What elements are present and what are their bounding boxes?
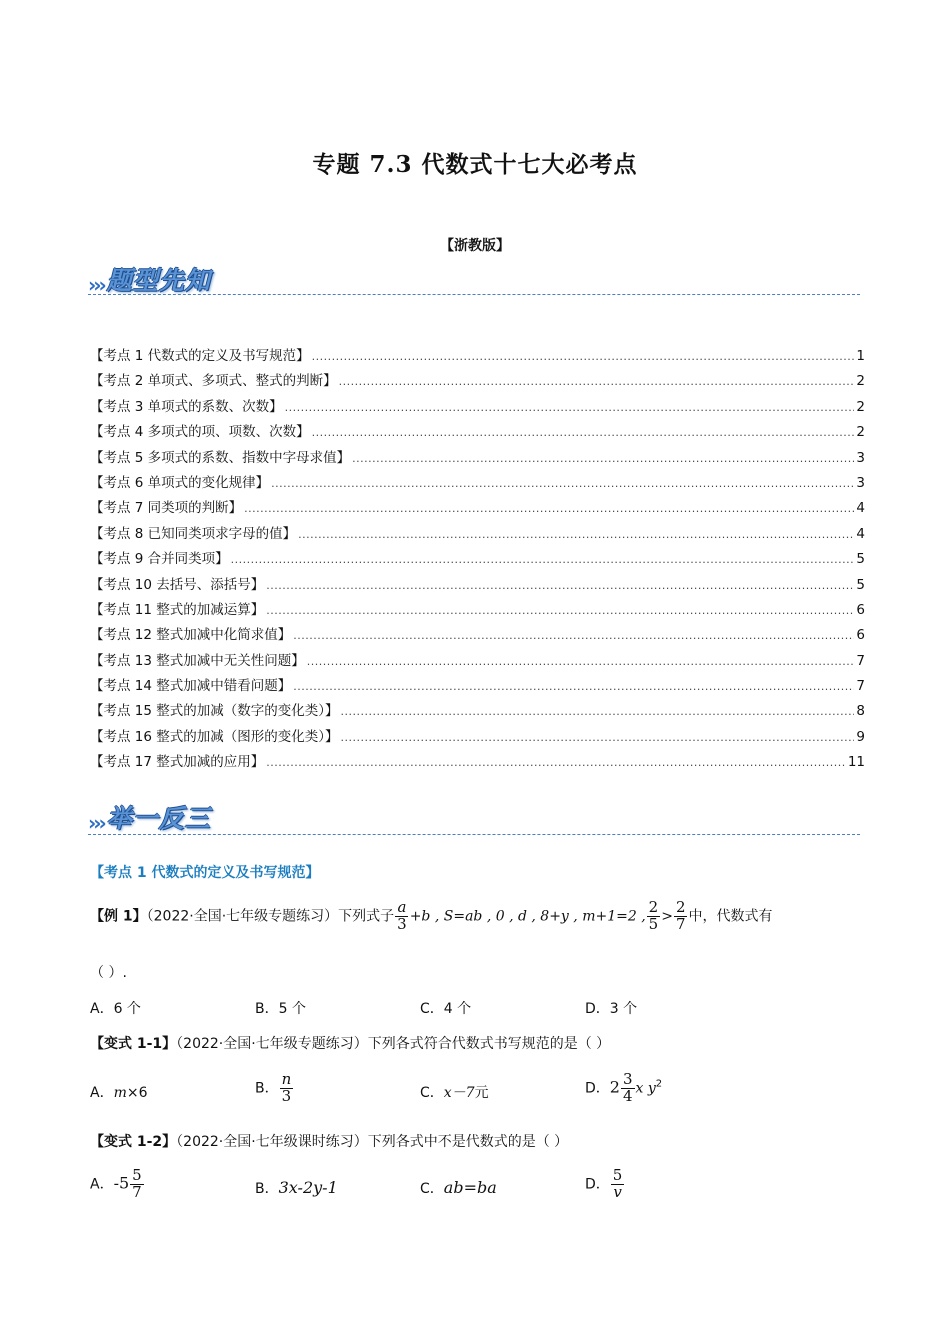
variant-1-1-question	[90, 1033, 610, 1053]
toc-entry-page: 1	[856, 348, 865, 364]
toc-leader-dots	[271, 475, 854, 491]
toc-entry-label: 【考点 14 整式加减中错看问题】	[90, 678, 292, 695]
toc-leader-dots	[244, 500, 854, 516]
fraction-5-over-7: $\frac{5}{7}$	[132, 1166, 142, 1201]
toc-entry-label: 【考点 5 多项式的系数、指数中字母求值】	[90, 449, 351, 466]
option-d: D． $\frac{5}{v}$	[585, 1166, 623, 1201]
toc-entry-label: 【考点 10 去括号、添括号】	[90, 576, 265, 593]
toc-entry-label: 【考点 4 多项式的项、项数、次数】	[90, 424, 310, 441]
toc-entry-page: 6	[856, 601, 865, 618]
toc-entry-page: 7	[856, 678, 865, 695]
toc-entry-page: 2	[856, 373, 865, 390]
toc-entry-label: 【考点 2 单项式、多项式、整式的判断】	[90, 373, 337, 390]
option-b: B．5 个	[255, 1001, 306, 1017]
banner-question-types	[88, 257, 211, 297]
example-tail: 中，代数式有	[688, 908, 773, 925]
option-c: C．4 个	[420, 1001, 472, 1017]
toc-entry-page: 4	[856, 525, 865, 542]
option-c: C．x－7元	[420, 1085, 489, 1101]
toc-entry[interactable]	[90, 547, 865, 572]
toc-entry[interactable]	[90, 420, 865, 445]
toc-leader-dots	[307, 653, 855, 669]
toc-leader-dots	[266, 754, 846, 770]
toc-leader-dots	[266, 602, 854, 618]
toc-entry-page: 5	[856, 576, 865, 593]
toc-leader-dots	[312, 424, 855, 440]
toc-entry[interactable]	[90, 674, 865, 699]
toc-entry-label: 【考点 6 单项式的变化规律】	[90, 474, 270, 491]
toc-entry-page: 2	[856, 424, 865, 441]
toc-leader-dots	[293, 627, 854, 643]
toc-entry[interactable]	[90, 522, 865, 547]
toc-entry-label: 【考点 12 整式加减中化简求值】	[90, 627, 292, 644]
banner-divider	[88, 294, 860, 295]
toc-entry[interactable]	[90, 750, 865, 775]
option-d: D．2 $\frac{3}{4}$ x $y^2$	[585, 1070, 663, 1105]
answer-blank: （ ）.	[90, 965, 127, 981]
toc-leader-dots	[285, 399, 855, 415]
toc-entry-label: 【考点 1 代数式的定义及书写规范】	[90, 348, 310, 364]
toc-entry-label: 【考点 8 已知同类项求字母的值】	[90, 525, 297, 542]
banner-divider	[88, 834, 860, 835]
toc-leader-dots	[266, 577, 854, 593]
toc-leader-dots	[231, 551, 855, 567]
option-a: A．m×6	[90, 1085, 148, 1101]
banner-title: 举一反三	[106, 804, 211, 833]
option-a: A．-5 $\frac{5}{7}$	[90, 1166, 142, 1201]
toc-entry[interactable]	[90, 496, 865, 521]
toc-entry-label: 【考点 7 同类项的判断】	[90, 500, 243, 517]
toc-leader-dots	[339, 373, 855, 389]
example-label: 【例 1】	[90, 908, 147, 925]
toc-entry-label: 【考点 9 合并同类项】	[90, 551, 229, 568]
toc-entry-page: 3	[856, 449, 865, 466]
banner-arrows-icon: ›››	[88, 273, 104, 297]
toc-entry-page: 2	[856, 398, 865, 415]
variant-1-2-options	[0, 1168, 950, 1210]
option-c: C．ab=ba	[420, 1178, 497, 1197]
toc-entry-label: 【考点 11 整式的加减运算】	[90, 601, 265, 618]
toc-leader-dots	[293, 678, 854, 694]
fraction-2-over-5: $\frac{2}{5}$	[648, 898, 659, 933]
toc-entry[interactable]	[90, 573, 865, 598]
toc-entry[interactable]	[90, 649, 865, 674]
toc-entry-page: 6	[856, 627, 865, 644]
fraction-2-over-7: $\frac{2}{7}$	[675, 898, 686, 933]
toc-entry[interactable]	[90, 598, 865, 623]
toc-entry-label: 【考点 15 整式的加减（数字的变化类）】	[90, 703, 339, 720]
fraction-5-over-v: $\frac{5}{v}$	[612, 1166, 623, 1201]
variant-text: （2022·全国·七年级课时练习）下列各式中不是代数式的是（ ）	[176, 1134, 569, 1150]
option-b: B． $\frac{n}{3}$	[255, 1070, 292, 1105]
toc-entry-page: 4	[856, 500, 865, 517]
toc-entry[interactable]	[90, 623, 865, 648]
example-source: （2022·全国·七年级专题练习）下列式子	[146, 908, 395, 925]
toc-entry-page: 8	[856, 703, 865, 720]
option-b: B．3x-2y-1	[255, 1178, 338, 1197]
toc-leader-dots	[341, 703, 855, 719]
expression-list: +b , S=ab , 0 , d , 8+y , m+1=2 ,	[409, 908, 646, 925]
variant-text: （2022·全国·七年级专题练习）下列各式符合代数式书写规范的是（ ）	[176, 1036, 611, 1052]
edition-label: 【浙教版】	[440, 238, 510, 254]
toc-entry-page: 11	[847, 754, 865, 771]
table-of-contents	[90, 344, 865, 776]
example-1-question: 【例 1】（2022·全国·七年级专题练习）下列式子 $\frac{a}{3}$ +b , S=ab , 0 , d , 8+y , m+1=2 , $\frac{2}{5}$ > $\frac{2}{7}$ 中，代数式有	[90, 898, 773, 933]
toc-leader-dots	[298, 526, 854, 542]
fraction-3-over-4: $\frac{3}{4}$	[622, 1070, 633, 1105]
toc-entry-label: 【考点 16 整式的加减（图形的变化类）】	[90, 728, 339, 745]
option-a: A．6 个	[90, 1001, 141, 1017]
banner-arrows-icon: ›››	[88, 811, 104, 835]
toc-leader-dots	[352, 450, 854, 466]
banner-practice	[88, 795, 211, 835]
toc-entry[interactable]	[90, 446, 865, 471]
toc-entry[interactable]	[90, 725, 865, 750]
toc-entry-page: 7	[856, 652, 865, 669]
toc-entry-page: 5	[856, 551, 865, 568]
fraction-a-over-3: $\frac{a}{3}$	[397, 898, 407, 933]
toc-entry[interactable]	[90, 395, 865, 420]
toc-entry[interactable]	[90, 369, 865, 394]
variant-label: 【变式 1-2】	[90, 1134, 177, 1150]
variant-1-1-options	[0, 1072, 950, 1114]
page-title: 专题 7.3 代数式十七大必考点	[312, 151, 638, 178]
toc-entry-label: 【考点 3 单项式的系数、次数】	[90, 398, 283, 415]
toc-entry-page: 9	[856, 728, 865, 745]
toc-entry[interactable]	[90, 344, 865, 369]
variant-label: 【变式 1-1】	[90, 1036, 177, 1052]
toc-entry-label: 【考点 17 整式加减的应用】	[90, 754, 265, 771]
section-heading: 【考点 1 代数式的定义及书写规范】	[90, 865, 320, 881]
variant-1-2-question	[90, 1131, 568, 1151]
toc-entry[interactable]	[90, 699, 865, 724]
banner-title: 题型先知	[106, 266, 211, 295]
toc-leader-dots	[312, 348, 855, 364]
toc-entry-label: 【考点 13 整式加减中无关性问题】	[90, 652, 305, 669]
toc-entry-page: 3	[856, 474, 865, 491]
example-1-options	[0, 998, 950, 1018]
option-d: D．3 个	[585, 1001, 638, 1017]
toc-entry[interactable]	[90, 471, 865, 496]
toc-leader-dots	[341, 729, 855, 745]
fraction-n-over-3: $\frac{n}{3}$	[281, 1070, 292, 1105]
